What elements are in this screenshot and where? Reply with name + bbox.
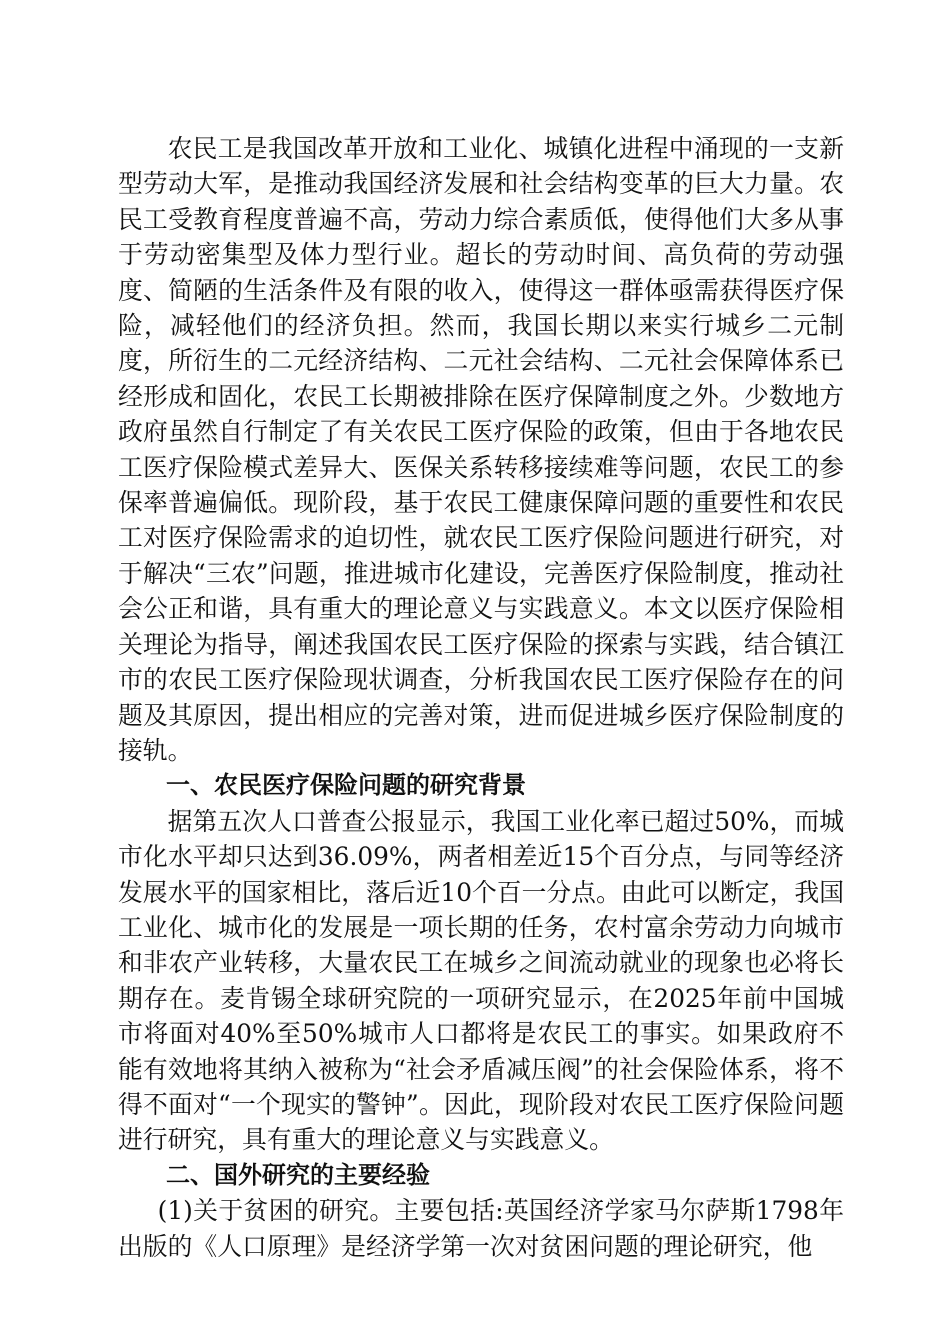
section-heading-research-background: 一、农民医疗保险问题的研究背景 <box>166 771 526 800</box>
section-heading-foreign-experience: 二、国外研究的主要经验 <box>166 1160 430 1189</box>
poverty-research-paragraph: (1)关于贫困的研究。主要包括:英国经济学家马尔萨斯1798年出版的《人口原理》是经济学第一次对贫困问题的理论研究，他 <box>118 1196 844 1261</box>
intro-paragraph: 农民工是我国改革开放和工业化、城镇化进程中涌现的一支新型劳动大军，是推动我国经济发展和社会结构变革的巨大力量。农民工受教育程度普遍不高，劳动力综合素质低，使得他们大多从事于劳动密集型及体力型行业。超长的劳动时间、高负荷的劳动强度、简陋的生活条件及有限的收入，使得这一群体亟需获得医疗保险，减轻他们的经济负担。然而，我国长期以来实行城乡二元制度，所衍生的二元经济结构、二元社会结构、二元社会保障体系已经形成和固化，农民工长期被排除在医疗保障制度之外。少数地方政府虽然自行制定了有关农民工医疗保险的政策，但由于各地农民工医疗保险模式差异大、医保关系转移接续难等问题，农民工的参保率普遍偏低。现阶段，基于农民工健康保障问题的重要性和农民工对医疗保险需求的迫切性，就农民工医疗保险问题进行研究，对于解决“三农”问题，推进城市化建设，完善医疗保险制度，推动社会公正和谐，具有重大的理论意义与实践意义。本文以医疗保险相关理论为指导，阐述我国农民工医疗保险的探索与实践，结合镇江市的农民工医疗保险现状调查，分析我国农民工医疗保险存在的问题及其原因，提出相应的完善对策，进而促进城乡医疗保险制度的接轨。 <box>118 134 844 765</box>
background-paragraph: 据第五次人口普查公报显示，我国工业化率已超过50%，而城市化水平却只达到36.09%，两者相差近15个百分点，与同等经济发展水平的国家相比，落后近10个百一分点。由此可以断定，我国工业化、城市化的发展是一项长期的任务，农村富余劳动力向城市和非农产业转移，大量农民工在城乡之间流动就业的现象也必将长期存在。麦肯锡全球研究院的一项研究显示，在2025年前中国城市将面对40%至50%城市人口都将是农民工的事实。如果政府不能有效地将其纳入被称为“社会矛盾减压阀”的社会保险体系，将不得不面对“一个现实的警钟”。因此，现阶段对农民工医疗保险问题进行研究，具有重大的理论意义与实践意义。 <box>118 806 844 1155</box>
document-page <box>118 131 844 1264</box>
